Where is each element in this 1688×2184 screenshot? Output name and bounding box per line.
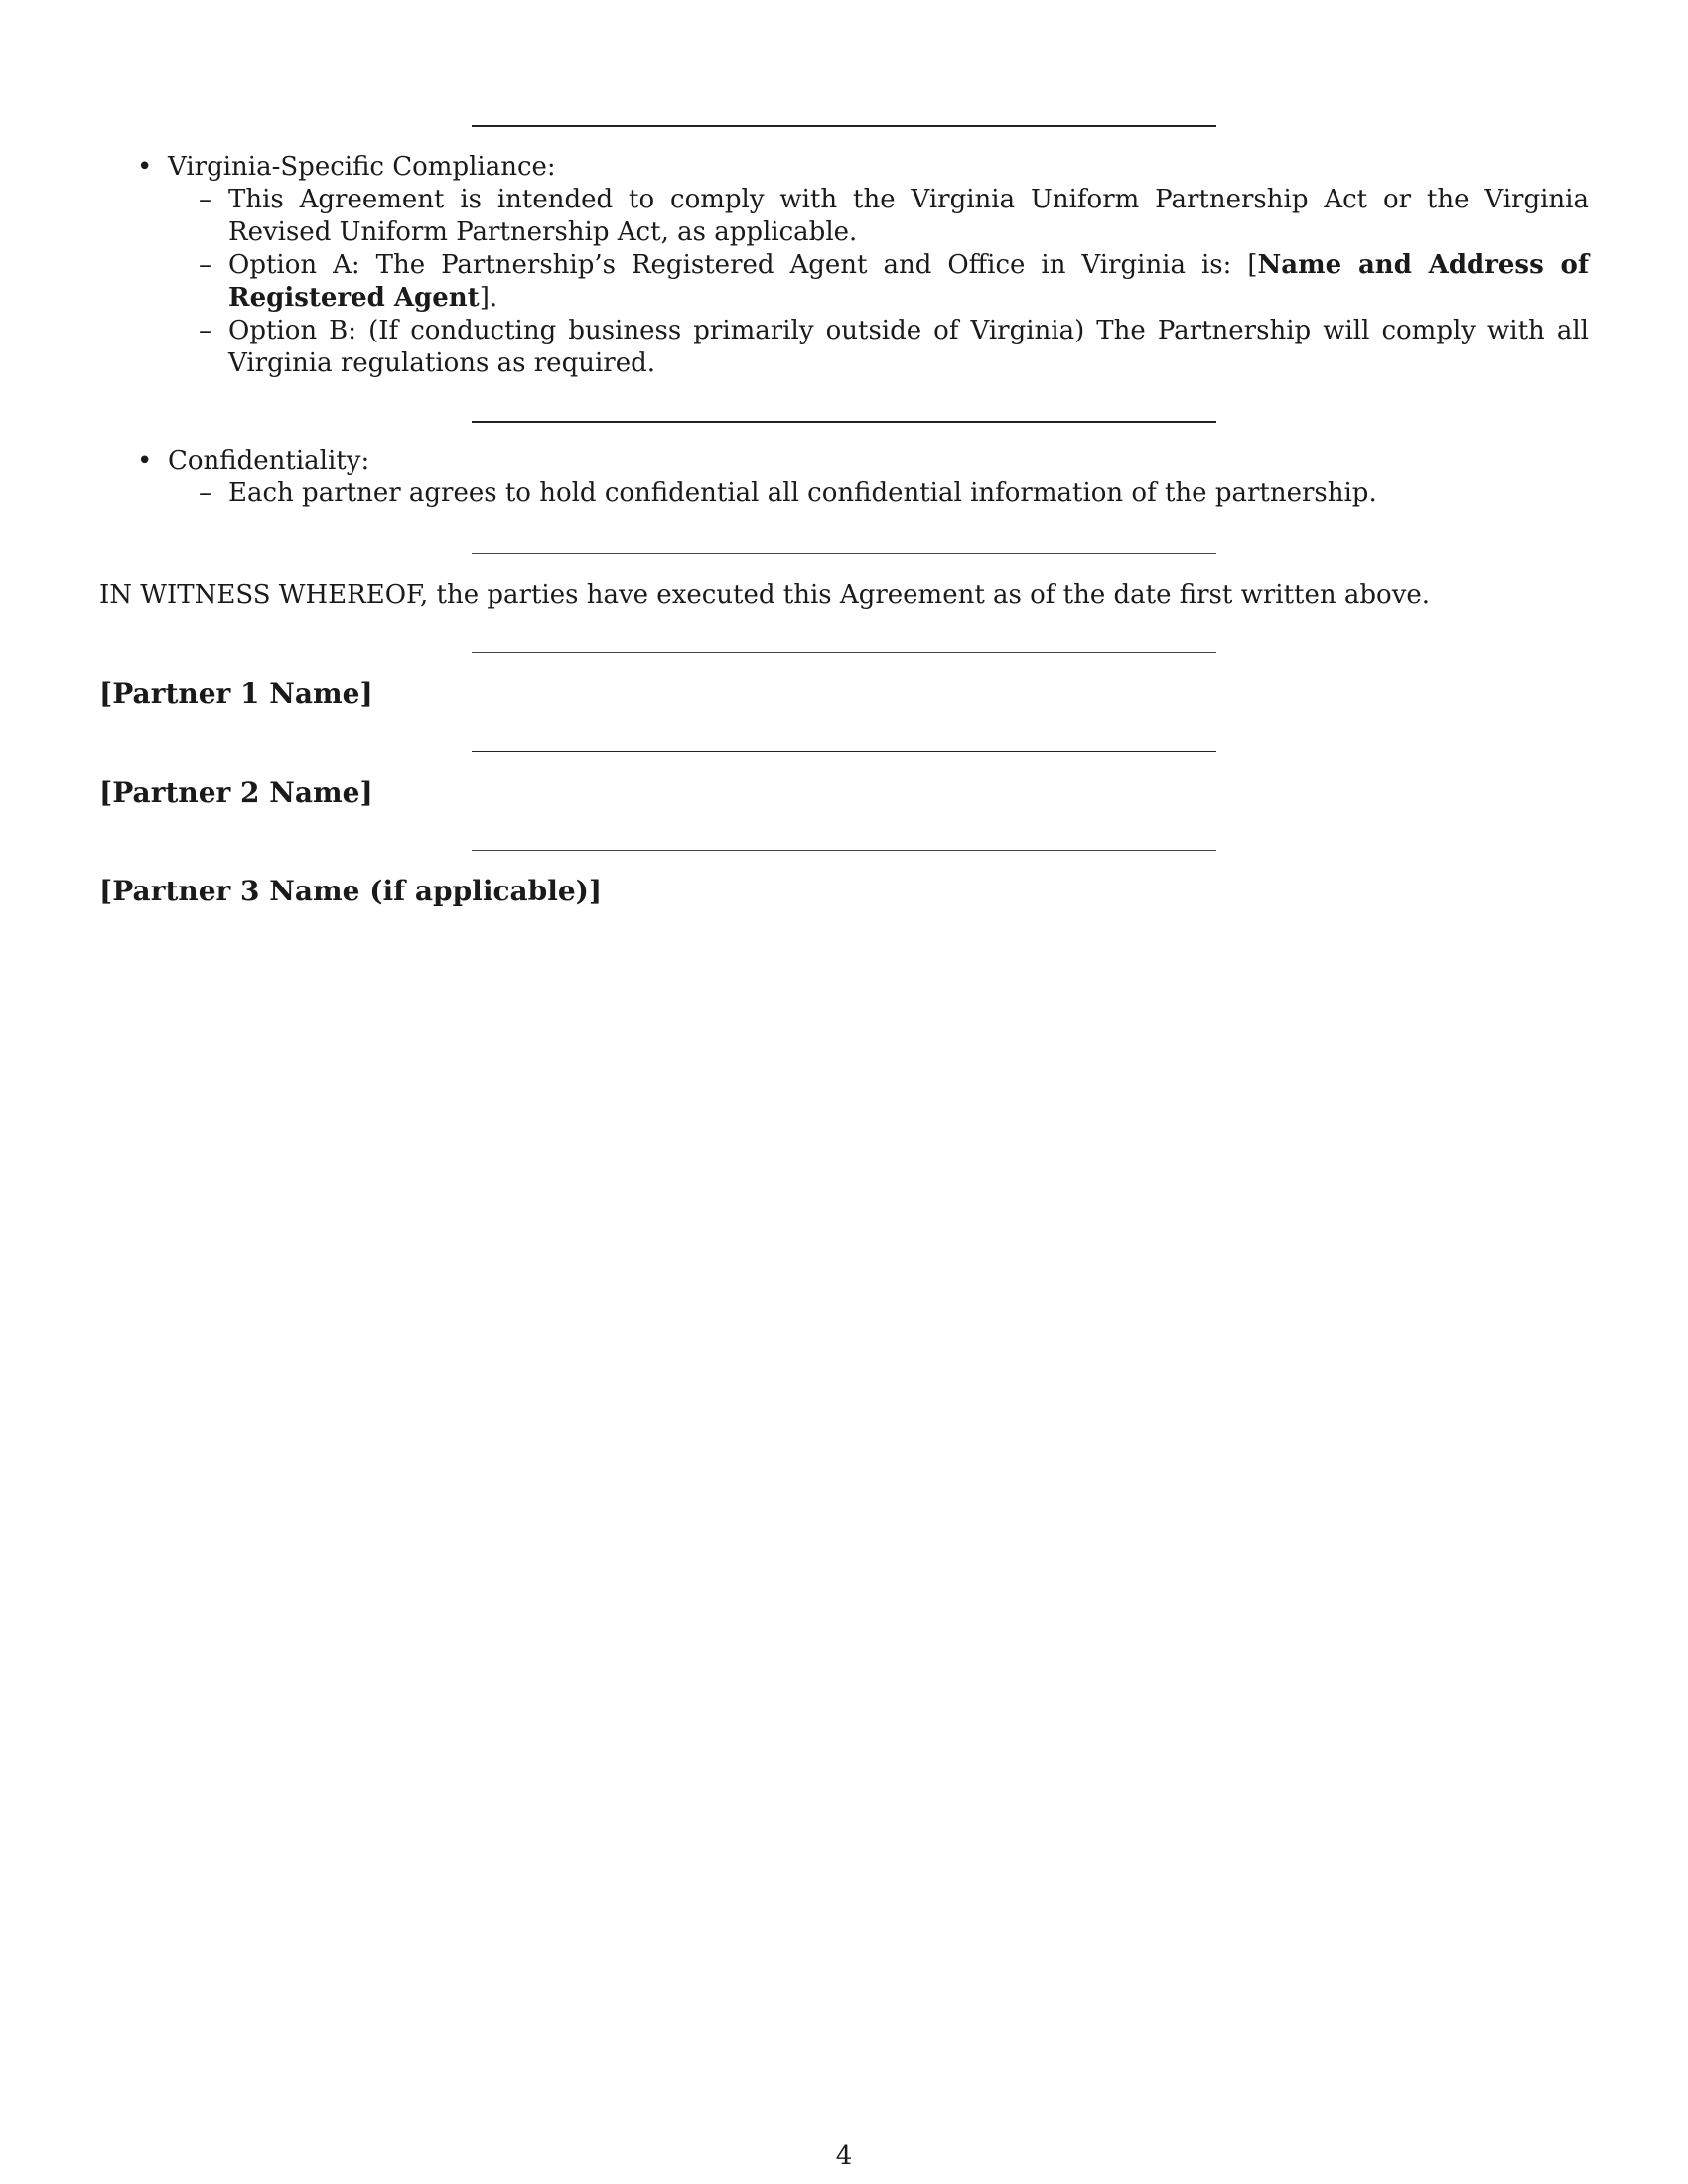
confidentiality-item	[99, 478, 1589, 510]
confidentiality-bullet	[99, 445, 1589, 478]
compliance-item	[99, 184, 1589, 249]
compliance-item-text	[228, 249, 1589, 315]
compliance-item-2-text: Option B: (If conducting business primarily outside of Virginia) The Partnership will comply with all Virginia regulations as required.	[228, 316, 1589, 378]
partner-3-name: [Partner 3 Name (if applicable)]	[99, 875, 603, 907]
signature-line	[472, 751, 1216, 752]
confidentiality-item-text: Each partner agrees to hold confidential all confidential information of the partnership.	[228, 478, 1377, 508]
page-number: 4	[835, 2141, 853, 2171]
dash-icon: –	[199, 250, 211, 280]
partner-1-name: [Partner 1 Name]	[99, 677, 373, 710]
compliance-section	[99, 151, 1589, 380]
compliance-item-1-pre: Option A: The Partnership’s Registered Agent and Office in Virginia is: [	[228, 250, 1258, 280]
separator-rule	[472, 421, 1216, 423]
bullet-icon: •	[137, 446, 153, 476]
compliance-item	[99, 315, 1589, 380]
confidentiality-heading: Confidentiality:	[168, 446, 370, 476]
witness-paragraph: IN WITNESS WHEREOF, the parties have executed this Agreement as of the date first written above.	[99, 580, 1431, 610]
partner-2-name: [Partner 2 Name]	[99, 776, 373, 809]
signature-line	[472, 652, 1216, 653]
compliance-heading: Virginia-Specific Compliance:	[168, 152, 556, 182]
separator-rule	[472, 553, 1216, 554]
confidentiality-section	[99, 445, 1589, 510]
separator-rule	[472, 125, 1216, 127]
compliance-item-text	[228, 184, 1589, 249]
compliance-item	[99, 249, 1589, 315]
compliance-item-0-text: This Agreement is intended to comply with the Virginia Uniform Partnership Act or the Virginia Revised Uniform Partnership Act, as applicable.	[228, 185, 1589, 247]
compliance-item-1-post: ].	[479, 283, 498, 313]
dash-icon: –	[199, 185, 211, 214]
compliance-bullet	[99, 151, 1589, 184]
compliance-item-text	[228, 315, 1589, 380]
bullet-icon: •	[137, 152, 153, 182]
signature-line	[472, 850, 1216, 851]
registered-agent-placeholder: Name and Address of Registered Agent	[228, 250, 1589, 313]
dash-icon: –	[199, 316, 211, 345]
dash-icon: –	[199, 478, 211, 508]
